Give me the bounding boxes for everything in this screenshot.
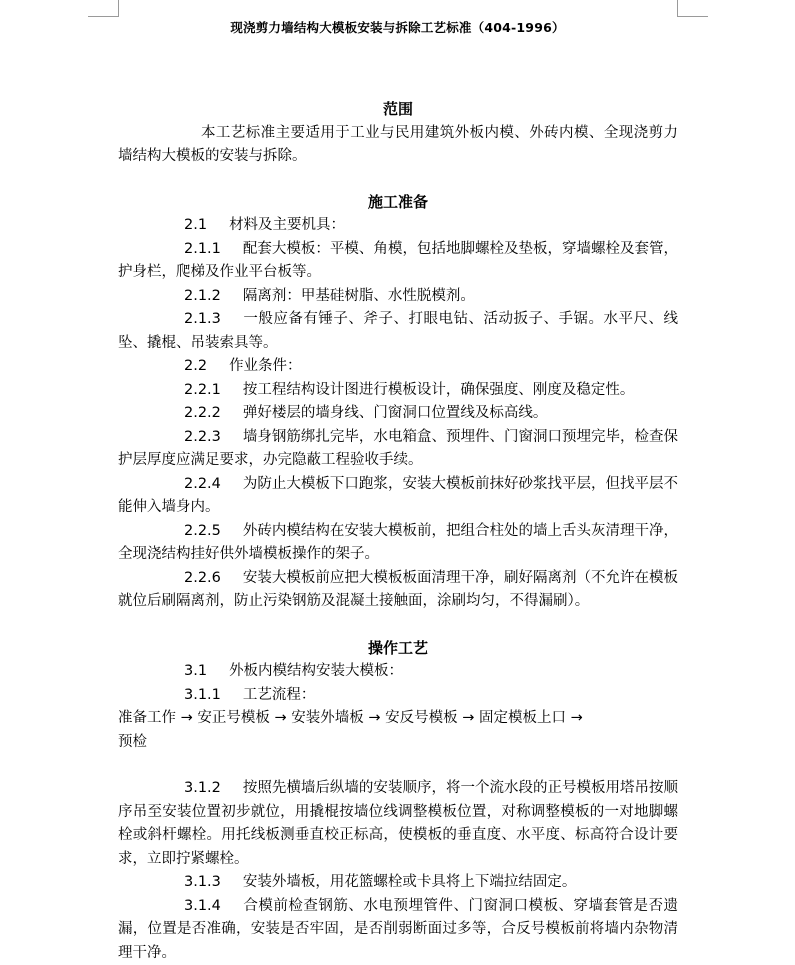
item-number: 3.1 [184,663,207,679]
item-number: 3.1.1 [184,687,221,703]
item-number: 2.2.5 [184,523,221,539]
item-text: 外砖内模结构在安装大模板前，把组合柱处的墙上舌头灰清理干净，全现浇结构挂好供外墙模板操作的架子。 [118,523,678,563]
item-text: 隔离剂：甲基硅树脂、水性脱模剂。 [243,288,475,304]
item-text: 配套大模板：平模、角模，包括地脚螺栓及垫板，穿墙螺栓及套管，护身栏，爬梯及作业平台板等。 [118,241,678,281]
item-text: 作业条件： [229,358,302,374]
section-heading-scope: 范围 [118,98,678,122]
list-item [118,379,678,403]
list-item [118,473,678,520]
list-item [118,871,678,895]
item-text: 弹好楼层的墙身线、门窗洞口位置线及标高线。 [243,405,548,421]
item-number: 3.1.3 [184,874,221,890]
section-heading-preparation: 施工准备 [118,191,678,215]
process-flow-line: 准备工作 → 安正号模板 → 安装外墙板 → 安反号模板 → 固定模板上口 → [118,707,678,731]
list-item [118,402,678,426]
list-item [118,355,678,379]
list-item [118,567,678,614]
item-number: 2.1.1 [184,241,221,257]
crop-mark-top-right [677,0,708,17]
list-item [118,777,678,871]
document-title: 现浇剪力墙结构大模板安装与拆除工艺标准（404-1996） [0,18,795,36]
process-flow-line: 预检 [118,731,678,755]
item-number: 3.1.4 [184,898,221,914]
item-number: 2.2 [184,358,207,374]
item-text: 合模前检查钢筋、水电预埋管件、门窗洞口模板、穿墙套管是否遗漏，位置是否准确，安装是否牢固，是否削弱断面过多等，合反号模板前将墙内杂物清理干净。 [118,898,678,961]
list-item [118,214,678,238]
list-item [118,426,678,473]
item-text: 按照先横墙后纵墙的安装顺序，将一个流水段的正号模板用塔吊按顺序吊至安装位置初步就位，用撬棍按墙位线调整模板位置，对称调整模板的一对地脚螺栓或斜杆螺栓。用托线板测垂直校正标高，使模板的垂直度、水平度、标高符合设计要求，立即拧紧螺栓。 [118,780,678,867]
item-number: 3.1.2 [184,780,221,796]
item-text: 墙身钢筋绑扎完毕，水电箱盒、预埋件、门窗洞口预埋完毕，检查保护层厚度应满足要求，办完隐蔽工程验收手续。 [118,429,678,469]
item-text: 为防止大模板下口跑浆，安装大模板前抹好砂浆找平层，但找平层不能伸入墙身内。 [118,476,678,516]
item-text: 外板内模结构安装大模板： [229,663,403,679]
item-number: 2.2.2 [184,405,221,421]
item-number: 2.2.6 [184,570,221,586]
item-number: 2.1.3 [184,311,221,327]
scope-paragraph: 本工艺标准主要适用于工业与民用建筑外板内模、外砖内模、全现浇剪力墙结构大模板的安装与拆除。 [118,122,678,169]
item-number: 2.2.4 [184,476,221,492]
item-number: 2.1 [184,217,207,233]
item-text: 安装大模板前应把大模板板面清理干净，刷好隔离剂（不允许在模板就位后刷隔离剂，防止污染钢筋及混凝土接触面，涂刷均匀，不得漏刷）。 [118,570,678,610]
list-item [118,285,678,309]
item-text: 安装外墙板，用花篮螺栓或卡具将上下端拉结固定。 [243,874,577,890]
list-item [118,895,678,965]
crop-mark-top-left [88,0,119,17]
item-text: 按工程结构设计图进行模板设计，确保强度、刚度及稳定性。 [243,382,635,398]
item-number: 2.2.1 [184,382,221,398]
list-item [118,520,678,567]
list-item [118,308,678,355]
item-text: 一般应备有锤子、斧子、打眼电钻、活动扳子、手锯。水平尺、线坠、撬棍、吊装索具等。 [118,311,678,351]
item-number: 2.1.2 [184,288,221,304]
item-text: 工艺流程： [243,687,316,703]
item-number: 2.2.3 [184,429,221,445]
section-heading-operation: 操作工艺 [118,637,678,661]
item-text: 材料及主要机具： [229,217,345,233]
list-item [118,684,678,708]
list-item [118,660,678,684]
document-body [118,98,678,965]
list-item [118,238,678,285]
